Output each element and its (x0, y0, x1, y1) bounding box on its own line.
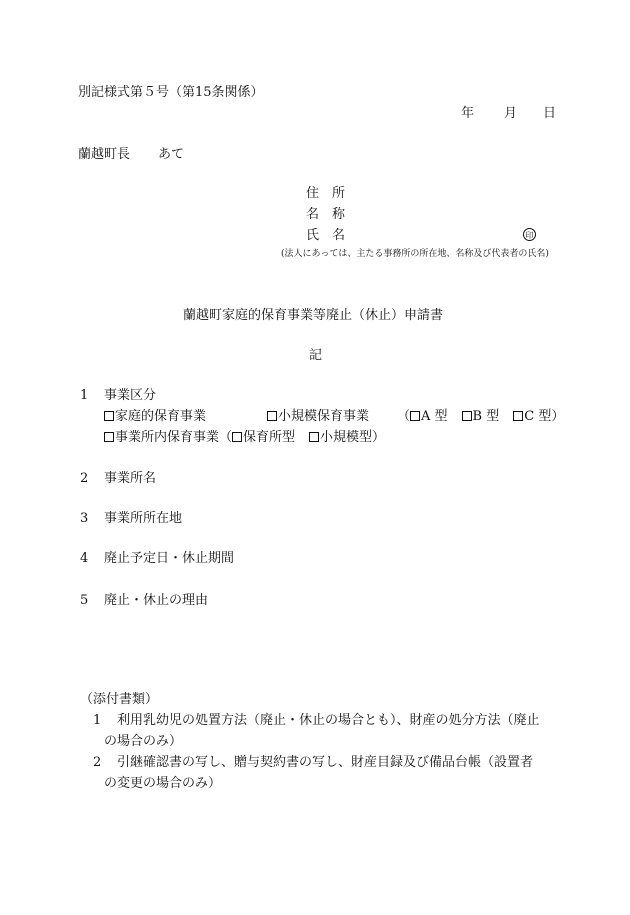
checkbox-small-daycare[interactable] (267, 411, 277, 421)
item5-label: 廃止・休止の理由 (104, 593, 209, 608)
seal-mark (523, 228, 536, 241)
checkbox-type-a[interactable] (410, 411, 420, 421)
paren-open: （ (397, 409, 411, 424)
checkbox-type-b[interactable] (462, 411, 472, 421)
attachment1-line2: の場合のみ） (104, 734, 183, 749)
seal-label: 印 (523, 228, 536, 241)
option-type-a: A 型 (421, 409, 448, 424)
item1-types (397, 410, 564, 423)
checkbox-nursery-type[interactable] (232, 432, 242, 442)
attachments-heading: （添付書類） (80, 692, 159, 707)
item2-number: 2 (80, 471, 89, 486)
paren-close-2: ） (372, 430, 386, 445)
paren-close: ） (551, 409, 565, 424)
address-label: 住 所 (306, 186, 346, 201)
checkbox-type-c[interactable] (513, 411, 523, 421)
attachment1-line1: 利用乳幼児の処置方法（廃止・休止の場合とも）、財産の処分方法（廃止 (117, 713, 540, 728)
date-month-label: 月 (504, 106, 518, 121)
item1-row1 (104, 410, 206, 423)
document-title: 蘭越町家庭的保育事業等廃止（休止）申請書 (183, 308, 444, 323)
item1-label: 事業区分 (104, 388, 157, 403)
person-name-label: 氏 名 (306, 228, 346, 243)
item4-label: 廃止予定日・休止期間 (104, 551, 235, 566)
checkbox-family-daycare[interactable] (104, 411, 114, 421)
item2-label: 事業所名 (104, 471, 157, 486)
attachment2-line1: 引継確認書の写し、贈与契約書の写し、財産目録及び備品台帳（設置者 (117, 755, 534, 770)
option-small-type: 小規模型 (320, 430, 373, 445)
item3-label: 事業所所在地 (104, 511, 183, 526)
checkbox-small-type[interactable] (309, 432, 319, 442)
attachment2-number: 2 (93, 755, 102, 770)
attachment2-line2: の変更の場合のみ） (104, 776, 222, 791)
form-number: 別記様式第５号（第15条関係） (78, 85, 264, 100)
option-nursery-type: 保育所型 (243, 430, 296, 445)
option-small-daycare: 小規模保育事業 (278, 409, 370, 424)
item1-row2 (104, 431, 385, 444)
item5-number: 5 (80, 593, 89, 608)
applicant-note: (法人にあっては、主たる事務所の所在地、名称及び代表者の氏名) (281, 249, 549, 259)
item1-row1b (267, 410, 369, 423)
addressee-name: 蘭越町長 (78, 147, 131, 162)
date-year-label: 年 (461, 106, 475, 121)
attachment1-number: 1 (93, 713, 102, 728)
organization-name-label: 名 称 (306, 207, 346, 222)
checkbox-office-daycare[interactable] (104, 432, 114, 442)
addressee-suffix: あて (158, 147, 185, 162)
option-family-daycare: 家庭的保育事業 (115, 409, 207, 424)
item4-number: 4 (80, 551, 89, 566)
item1-number: 1 (80, 388, 89, 403)
option-type-c: C 型 (524, 409, 552, 424)
item3-number: 3 (80, 511, 89, 526)
date-day-label: 日 (543, 106, 557, 121)
ki-mark: 記 (309, 348, 323, 363)
option-type-b: B 型 (472, 409, 500, 424)
option-office-daycare: 事業所内保育事業（ (115, 430, 233, 445)
